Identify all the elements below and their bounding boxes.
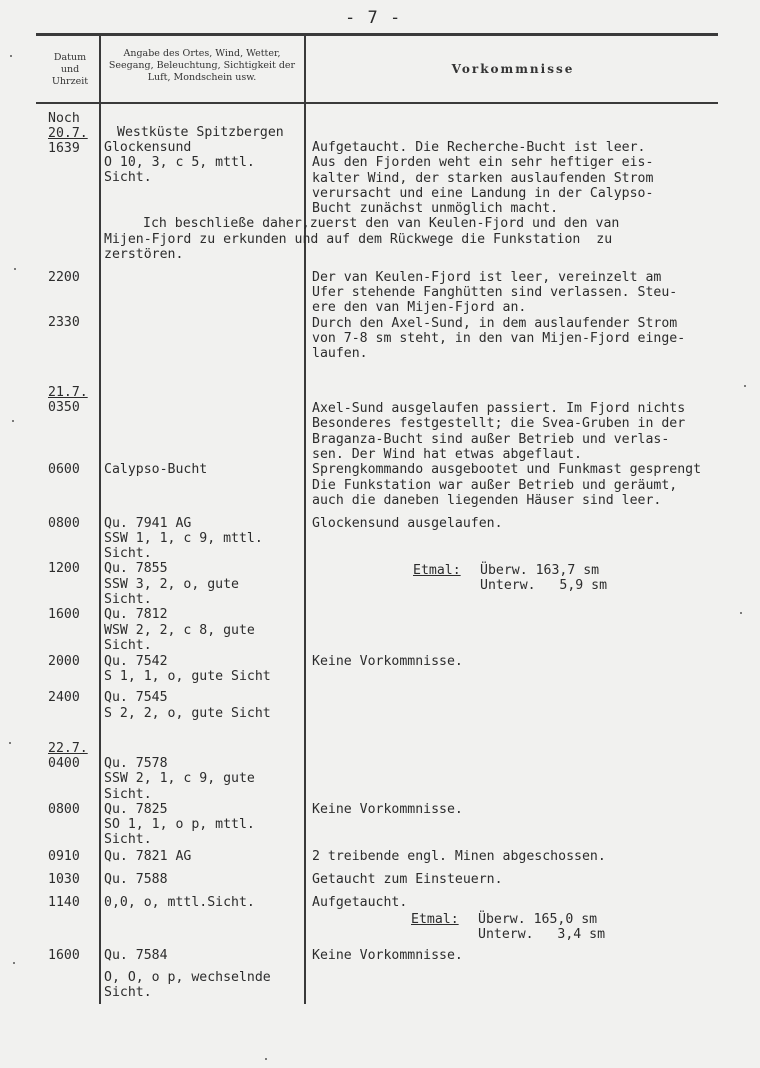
table-top-rule — [36, 33, 718, 36]
place-line: Qu. 7812 — [104, 607, 168, 622]
etmal-submerged: Unterw. 5,9 sm — [480, 578, 608, 593]
place-line: Qu. 7821 AG — [104, 849, 192, 864]
scan-speck — [10, 55, 12, 57]
event-line: Getaucht zum Einsteuern. — [312, 872, 503, 887]
event-line: Glockensund ausgelaufen. — [312, 516, 503, 531]
spanning-line: Mijen-Fjord zu erkunden und auf dem Rückwege die Funkstation zu — [104, 232, 613, 247]
place-line: Qu. 7542 — [104, 654, 168, 669]
scan-speck — [740, 612, 742, 614]
column-rule-1 — [99, 34, 101, 1004]
place-line: Qu. 7545 — [104, 690, 168, 705]
event-line: ere den van Mijen-Fjord an. — [312, 300, 527, 315]
event-line: laufen. — [312, 346, 368, 361]
place-line: Sicht. — [104, 592, 152, 607]
event-line: Aufgetaucht. Die Recherche-Bucht ist leer. — [312, 140, 646, 155]
place-line: Qu. 7588 — [104, 872, 168, 887]
time-label: 1639 — [48, 141, 80, 156]
time-label: 0800 — [48, 802, 80, 817]
place-line: Sicht. — [104, 170, 152, 185]
event-line: Der van Keulen-Fjord ist leer, vereinzelt am — [312, 270, 662, 285]
event-line: Keine Vorkommnisse. — [312, 654, 463, 669]
spanning-line: Ich beschließe daher,zuerst den van Keulen-Fjord und den van — [143, 216, 620, 231]
time-label: 2200 — [48, 270, 80, 285]
place-line: Qu. 7584 — [104, 948, 168, 963]
place-line: SSW 2, 1, c 9, gute — [104, 771, 255, 786]
etmal-label: Etmal: — [413, 563, 461, 578]
date-label: 20.7. — [48, 126, 88, 141]
place-line: S 1, 1, o, gute Sicht — [104, 669, 271, 684]
event-line: auch die daneben liegenden Häuser sind leer. — [312, 493, 662, 508]
page-number: - 7 - — [345, 8, 402, 28]
header-bottom-rule — [36, 102, 718, 104]
event-line: verursacht und eine Landung in der Calypso- — [312, 186, 654, 201]
time-label: 2000 — [48, 654, 80, 669]
scan-speck — [265, 1058, 267, 1060]
scan-speck — [13, 962, 15, 964]
place-line: SO 1, 1, o p, mttl. — [104, 817, 255, 832]
event-line: Axel-Sund ausgelaufen passiert. Im Fjord nichts — [312, 401, 686, 416]
place-line: Qu. 7578 — [104, 756, 168, 771]
event-line: Sprengkommando ausgebootet und Funkmast gesprengt — [312, 462, 702, 477]
event-line: Die Funkstation war außer Betrieb und geräumt, — [312, 478, 678, 493]
time-label: 2330 — [48, 315, 80, 330]
scan-speck — [14, 268, 16, 270]
event-line: Braganza-Bucht sind außer Betrieb und verlas- — [312, 432, 670, 447]
date-label: 21.7. — [48, 385, 88, 400]
event-line: Keine Vorkommnisse. — [312, 948, 463, 963]
event-line: 2 treibende engl. Minen abgeschossen. — [312, 849, 606, 864]
time-label: 0910 — [48, 849, 80, 864]
event-line: Aus den Fjorden weht ein sehr heftiger eis- — [312, 155, 654, 170]
scan-speck — [9, 742, 11, 744]
place-line: S 2, 2, o, gute Sicht — [104, 706, 271, 721]
time-label: 0800 — [48, 516, 80, 531]
time-label: 1200 — [48, 561, 80, 576]
time-label: 1030 — [48, 872, 80, 887]
place-line: O 10, 3, c 5, mttl. — [104, 155, 255, 170]
time-label: 1600 — [48, 607, 80, 622]
time-label: 1600 — [48, 948, 80, 963]
place-line: SSW 3, 2, o, gute — [104, 577, 239, 592]
time-label: 2400 — [48, 690, 80, 705]
place-line: WSW 2, 2, c 8, gute — [104, 623, 255, 638]
scan-speck — [744, 385, 746, 387]
place-line: SSW 1, 1, c 9, mttl. — [104, 531, 263, 546]
event-line: sen. Der Wind hat etwas abgeflaut. — [312, 447, 582, 462]
place-line: Westküste Spitzbergen — [117, 125, 284, 140]
place-line: Qu. 7825 — [104, 802, 168, 817]
event-line: Aufgetaucht. — [312, 895, 408, 910]
time-label: 1140 — [48, 895, 80, 910]
column-rule-2 — [304, 34, 306, 1004]
event-line: Durch den Axel-Sund, in dem auslaufender Strom — [312, 316, 678, 331]
place-line: Qu. 7941 AG — [104, 516, 192, 531]
place-line: Qu. 7855 — [104, 561, 168, 576]
event-line: Ufer stehende Fanghütten sind verlassen. Steu- — [312, 285, 678, 300]
time-label: 0350 — [48, 400, 80, 415]
event-line: von 7-8 sm steht, in den van Mijen-Fjord einge- — [312, 331, 686, 346]
event-line: kalter Wind, der starken auslaufenden Strom — [312, 171, 654, 186]
event-line: Keine Vorkommnisse. — [312, 802, 463, 817]
place-line: Sicht. — [104, 638, 152, 653]
etmal-surfaced: Überw. 165,0 sm — [478, 912, 598, 927]
etmal-label: Etmal: — [411, 912, 459, 927]
date-label: 22.7. — [48, 741, 88, 756]
event-line: Besonderes festgestellt; die Svea-Gruben in der — [312, 416, 686, 431]
place-line: Sicht. — [104, 985, 152, 1000]
etmal-submerged: Unterw. 3,4 sm — [478, 927, 606, 942]
header-date-time: Datum und Uhrzeit — [51, 52, 89, 87]
place-line: Sicht. — [104, 546, 152, 561]
place-line: Calypso-Bucht — [104, 462, 208, 477]
header-events: Vorkommnisse — [451, 62, 575, 76]
time-label: 0400 — [48, 756, 80, 771]
place-line: Sicht. — [104, 832, 152, 847]
etmal-surfaced: Überw. 163,7 sm — [480, 563, 600, 578]
place-line: 0,0, o, mttl.Sicht. — [104, 895, 255, 910]
place-line: Glockensund — [104, 140, 192, 155]
scan-speck — [12, 420, 14, 422]
place-line: Sicht. — [104, 787, 152, 802]
date-label: Noch — [48, 111, 80, 126]
time-label: 0600 — [48, 462, 80, 477]
header-place-weather: Angabe des Ortes, Wind, Wetter, Seegang, Beleuchtung, Sichtigkeit der Luft, Mondschein usw. — [108, 48, 296, 83]
event-line: Bucht zunächst unmöglich macht. — [312, 201, 559, 216]
spanning-line: zerstören. — [104, 247, 184, 262]
place-line: O, O, o p, wechselnde — [104, 970, 271, 985]
